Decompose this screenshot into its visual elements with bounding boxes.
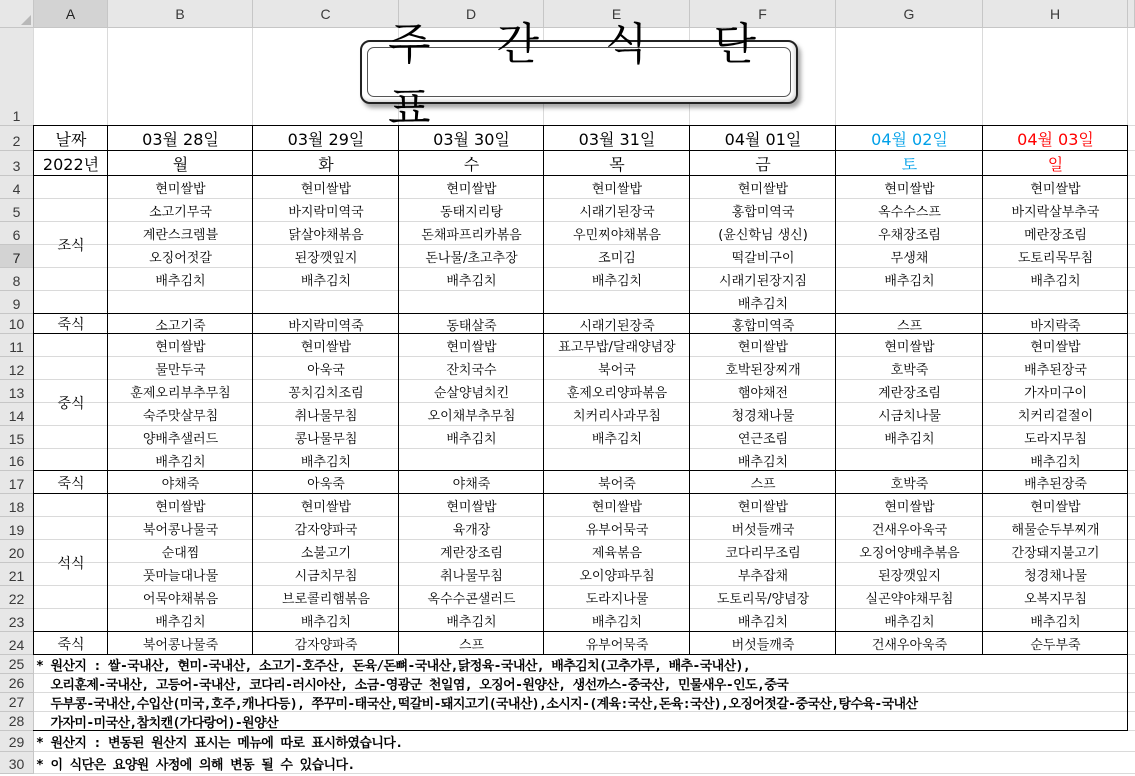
menu-cell[interactable]: 배추김치 — [446, 615, 497, 630]
column-header-a[interactable]: A — [34, 0, 108, 28]
row-header-8[interactable]: 8 — [0, 268, 34, 291]
menu-cell[interactable]: 배추김치 — [1030, 615, 1081, 630]
menu-cell[interactable]: 바지락미역국 — [288, 205, 364, 220]
menu-cell[interactable]: 현미쌀밥 — [884, 340, 935, 355]
menu-cell[interactable]: 배추김치 — [591, 615, 643, 630]
menu-cell[interactable]: 야채죽 — [452, 477, 491, 492]
menu-cell[interactable]: 배추김치 — [737, 615, 789, 630]
menu-cell[interactable]: 청경채나물 — [731, 409, 795, 424]
row-header-25[interactable]: 25 — [0, 655, 34, 674]
menu-cell[interactable] — [544, 291, 690, 314]
menu-cell[interactable]: 호박된장찌개 — [725, 363, 801, 378]
row-header-14[interactable]: 14 — [0, 403, 34, 426]
menu-cell[interactable]: 배추김치 — [155, 454, 206, 470]
row-header-7[interactable]: 7 — [0, 245, 34, 268]
row-header-12[interactable]: 12 — [0, 357, 34, 380]
menu-cell[interactable]: 배추김치 — [884, 432, 935, 447]
row-header-11[interactable]: 11 — [0, 334, 34, 357]
menu-cell[interactable]: 도라지나물 — [585, 592, 649, 607]
origin-note: * 이 식단은 요양원 사정에 의해 변동 될 수 있습니다. — [36, 757, 355, 773]
date-cell[interactable]: 04월 02일 — [871, 130, 948, 149]
menu-cell[interactable]: 시금치무침 — [294, 569, 358, 584]
menu-cell[interactable]: 배추김치 — [300, 615, 352, 630]
menu-cell[interactable]: 배추김치 — [591, 432, 643, 447]
menu-cell[interactable]: 떡갈비구이 — [731, 251, 795, 266]
menu-cell[interactable]: 무생채 — [890, 251, 929, 266]
row-header-1[interactable]: 1 — [0, 28, 34, 126]
menu-cell[interactable]: 소불고기 — [300, 546, 352, 561]
date-cell[interactable]: 03월 30일 — [433, 130, 510, 149]
menu-cell[interactable]: 잔치국수 — [446, 363, 497, 378]
menu-cell[interactable]: 건새우아욱죽 — [871, 638, 948, 653]
menu-cell[interactable]: 호박죽 — [890, 363, 929, 378]
menu-cell[interactable]: 스프 — [896, 318, 923, 334]
menu-cell[interactable]: 취나물무침 — [294, 409, 358, 424]
menu-cell[interactable]: 현미쌀밥 — [300, 340, 352, 355]
menu-cell[interactable]: 현미쌀밥 — [591, 182, 643, 197]
row-header-17[interactable]: 17 — [0, 471, 34, 494]
menu-cell[interactable]: 부추잡채 — [737, 569, 789, 584]
table-border-h — [33, 470, 1128, 471]
menu-cell[interactable]: 치커리사과무침 — [573, 409, 661, 424]
day-cell[interactable]: 토 — [901, 155, 918, 174]
row-header-19[interactable]: 19 — [0, 517, 34, 540]
row-header-23[interactable]: 23 — [0, 609, 34, 632]
table-border-v — [107, 126, 108, 655]
menu-cell[interactable]: 메란장조림 — [1024, 228, 1087, 243]
menu-cell[interactable]: 코다리무조림 — [725, 546, 801, 561]
menu-cell[interactable]: 현미쌀밥 — [1030, 340, 1081, 355]
menu-cell[interactable]: 현미쌀밥 — [446, 182, 497, 197]
row-header-16[interactable]: 16 — [0, 449, 34, 471]
menu-cell[interactable]: 조미김 — [598, 251, 636, 266]
date-cell[interactable]: 03월 28일 — [142, 130, 219, 149]
menu-cell[interactable]: 현미쌀밥 — [884, 182, 935, 197]
menu-cell[interactable] — [836, 449, 983, 471]
menu-cell[interactable]: 연근조림 — [737, 432, 789, 447]
column-header-d[interactable]: D — [399, 0, 544, 28]
menu-cell[interactable]: 북어국 — [598, 363, 636, 378]
column-header-e[interactable]: E — [544, 0, 690, 28]
menu-cell[interactable]: 배추김치 — [884, 615, 935, 630]
menu-cell[interactable]: 북어콩나물죽 — [142, 638, 219, 653]
row-header-22[interactable]: 22 — [0, 586, 34, 609]
menu-cell[interactable]: 취나물무침 — [440, 569, 503, 584]
menu-cell[interactable]: 아욱국 — [307, 363, 345, 378]
menu-cell[interactable]: 현미쌀밥 — [737, 500, 789, 515]
menu-cell[interactable]: 바지락미역죽 — [288, 318, 364, 334]
row-header-5[interactable]: 5 — [0, 199, 34, 222]
row-header-2[interactable]: 2 — [0, 126, 34, 151]
menu-cell[interactable]: 오이양파무침 — [579, 569, 655, 584]
row-header-20[interactable]: 20 — [0, 540, 34, 563]
meal-label-cell[interactable]: 석식 — [57, 556, 85, 572]
day-cell[interactable]: 수 — [463, 155, 480, 174]
menu-cell[interactable]: 제육볶음 — [591, 546, 643, 561]
menu-cell[interactable]: 소고기무국 — [149, 205, 212, 220]
origin-note: 두부콩-국내산,수입산(미국,호주,캐나다등), 쭈꾸미-태국산,떡갈비-돼지고기(국내산),소시지-(계육:국산,돈육:국산),오징어젓갈-중국산,탕수육-국내산 — [36, 697, 918, 712]
row-header-9[interactable]: 9 — [0, 291, 34, 314]
menu-cell[interactable]: 바지락죽 — [1030, 318, 1081, 334]
menu-cell[interactable]: 배추된장죽 — [1024, 477, 1087, 492]
menu-cell[interactable]: 가자미구이 — [1024, 386, 1087, 401]
menu-cell[interactable]: 현미쌀밥 — [591, 500, 643, 515]
day-cell[interactable]: 화 — [318, 155, 334, 174]
meal-label-cell[interactable]: 죽식 — [57, 475, 85, 492]
date-cell[interactable]: 03월 29일 — [287, 130, 365, 149]
menu-cell[interactable]: 옥수수스프 — [878, 205, 941, 220]
menu-cell[interactable]: 돈나물/초고추장 — [425, 251, 518, 266]
menu-cell[interactable]: 해물순두부찌개 — [1011, 523, 1100, 538]
menu-cell[interactable]: 유부어묵국 — [585, 523, 649, 538]
menu-cell[interactable]: 계란장조림 — [440, 546, 503, 561]
menu-cell[interactable]: 풋마늘대나물 — [142, 569, 219, 584]
menu-cell[interactable]: 배추김치 — [155, 615, 206, 630]
row-header-18[interactable]: 18 — [0, 494, 34, 517]
menu-cell[interactable]: 시래기된장죽 — [579, 318, 655, 334]
menu-cell[interactable]: 어묵야채볶음 — [142, 592, 219, 607]
menu-cell[interactable]: 스프 — [458, 638, 485, 653]
table-border-v — [252, 126, 253, 655]
menu-cell[interactable]: 호박죽 — [890, 477, 929, 492]
table-border-h — [33, 313, 1128, 314]
menu-cell[interactable]: 숙주맛살무침 — [142, 409, 219, 424]
table-border-v — [689, 126, 690, 655]
table-border-h — [33, 175, 1128, 176]
menu-cell[interactable]: 배추김치 — [1030, 454, 1081, 470]
day-cell[interactable]: 목 — [609, 155, 625, 174]
table-border-h — [33, 631, 1128, 632]
menu-cell[interactable]: 양배추샐러드 — [142, 432, 219, 447]
menu-cell[interactable]: 배추김치 — [300, 454, 352, 470]
origin-note: 가자미-미국산,참치캔(가다랑어)-원양산 — [36, 716, 278, 731]
menu-cell[interactable]: 계란스크렘블 — [142, 228, 219, 243]
date-cell[interactable]: 04월 03일 — [1017, 130, 1094, 149]
column-header-b[interactable]: B — [108, 0, 253, 28]
menu-cell[interactable]: 버섯들깨죽 — [731, 638, 795, 653]
table-border-h — [33, 333, 1128, 334]
menu-cell[interactable]: 홍합미역죽 — [731, 318, 795, 334]
menu-cell[interactable]: 감자양파죽 — [294, 638, 358, 653]
menu-cell[interactable]: 치커리겉절이 — [1017, 409, 1094, 424]
row-header-24[interactable]: 24 — [0, 632, 34, 655]
menu-cell[interactable]: 시래기된장지짐 — [719, 274, 807, 289]
menu-cell[interactable]: 간장돼지불고기 — [1011, 546, 1100, 561]
meal-label-cell[interactable]: 죽식 — [57, 317, 85, 333]
row-header-30[interactable]: 30 — [0, 752, 34, 774]
menu-cell[interactable] — [836, 291, 983, 314]
menu-cell[interactable]: 우민찌야채볶음 — [573, 228, 661, 243]
menu-cell[interactable]: 버섯들깨국 — [731, 523, 795, 538]
origin-note: 오리훈제-국내산, 고등어-국내산, 코다리-러시아산, 소금-영광군 천일염, 오징어-원양산, 생선까스-중국산, 민물새우-인도,중국 — [36, 678, 789, 693]
menu-cell[interactable]: 표고무밥/달래양념장 — [558, 340, 676, 355]
menu-cell[interactable]: 배추김치 — [737, 454, 789, 470]
menu-cell[interactable]: 오복지무침 — [1024, 592, 1087, 607]
menu-cell[interactable]: 훈제오리부추무침 — [130, 386, 231, 401]
day-cell[interactable]: 월 — [172, 155, 189, 174]
menu-cell[interactable]: 북어죽 — [598, 477, 636, 492]
menu-cell[interactable]: 동태살죽 — [446, 318, 497, 334]
menu-cell[interactable]: 감자양파국 — [294, 523, 358, 538]
table-border-h — [33, 150, 1128, 151]
row-header-10[interactable]: 10 — [0, 314, 34, 334]
menu-cell[interactable]: 현미쌀밥 — [737, 182, 789, 197]
menu-cell[interactable]: 육개장 — [452, 523, 491, 538]
page-title: 주 간 식 단 표 — [388, 19, 782, 134]
menu-cell[interactable]: 북어콩나물국 — [142, 523, 219, 538]
menu-cell[interactable]: 현미쌀밥 — [446, 500, 497, 515]
menu-cell[interactable]: 현미쌀밥 — [737, 340, 789, 355]
menu-cell[interactable]: 현미쌀밥 — [300, 500, 352, 515]
column-header-c[interactable]: C — [253, 0, 399, 28]
row-header-29[interactable]: 29 — [0, 731, 34, 752]
origin-note: * 원산지 : 변동된 원산지 표시는 메뉴에 따로 표시하였습니다. — [36, 736, 403, 751]
row-header-26[interactable]: 26 — [0, 674, 34, 693]
menu-cell[interactable]: 닭살야채볶음 — [288, 228, 364, 243]
row-header-21[interactable]: 21 — [0, 563, 34, 586]
menu-cell[interactable]: 현미쌀밥 — [884, 500, 935, 515]
row-header-13[interactable]: 13 — [0, 380, 34, 403]
menu-cell[interactable]: 순대찜 — [161, 546, 200, 561]
menu-cell[interactable]: 훈제오리양파볶음 — [566, 386, 668, 401]
meal-label-cell[interactable]: 죽식 — [57, 636, 85, 653]
menu-cell[interactable]: 시금치나물 — [878, 409, 941, 424]
menu-cell[interactable]: 도토리묵무침 — [1017, 251, 1094, 266]
menu-cell[interactable]: 현미쌀밥 — [1030, 500, 1081, 515]
column-header-h[interactable]: H — [983, 0, 1128, 28]
menu-cell[interactable]: 오징어양배추볶음 — [859, 546, 960, 561]
menu-cell[interactable]: 동태지리탕 — [440, 205, 503, 220]
column-header-f[interactable]: F — [690, 0, 836, 28]
menu-cell[interactable]: 순두부죽 — [1030, 638, 1081, 653]
menu-cell[interactable]: 현미쌀밥 — [446, 340, 497, 355]
menu-cell[interactable]: 배추김치 — [884, 274, 935, 289]
menu-cell[interactable]: 계란장조림 — [878, 386, 941, 401]
menu-cell[interactable] — [399, 449, 544, 471]
menu-cell[interactable]: 된장깻잎지 — [878, 569, 941, 584]
column-header-filler — [1128, 0, 1135, 28]
menu-cell[interactable]: 유부어묵죽 — [585, 638, 649, 653]
menu-cell[interactable]: (윤신학님 생신) — [718, 228, 808, 243]
menu-cell[interactable]: 꽁치김치조림 — [288, 386, 364, 401]
column-header-g[interactable]: G — [836, 0, 983, 28]
menu-cell[interactable]: 옥수수콘샐러드 — [427, 592, 516, 607]
row-header-3[interactable]: 3 — [0, 151, 34, 176]
row-header-28[interactable]: 28 — [0, 712, 34, 731]
menu-cell[interactable]: 도토리묵/양념장 — [716, 592, 810, 607]
meal-label-cell[interactable]: 조식 — [57, 238, 85, 254]
menu-cell[interactable]: 스프 — [750, 477, 776, 492]
menu-cell[interactable]: 햄야채전 — [737, 386, 789, 401]
year-label-cell[interactable]: 2022년 — [42, 155, 100, 174]
origin-note: * 원산지 : 쌀-국내산, 현미-국내산, 소고기-호주산, 돈육/돈뼈-국내산,닭정육-국내산, 배추김치(고추가루, 배추-국내산), — [36, 659, 751, 674]
table-border-v — [543, 126, 544, 655]
menu-cell[interactable]: 현미쌀밥 — [300, 182, 352, 197]
menu-cell[interactable]: 홍합미역국 — [731, 205, 795, 220]
menu-cell[interactable]: 오이채부추무침 — [427, 409, 516, 424]
table-border-v — [1127, 126, 1128, 655]
menu-cell[interactable]: 콩나물무침 — [294, 432, 358, 447]
menu-cell[interactable] — [253, 291, 399, 314]
table-border-h — [33, 493, 1128, 494]
menu-cell[interactable]: 바지락살부추국 — [1011, 205, 1100, 220]
title-box — [360, 19, 798, 134]
menu-cell[interactable]: 배추김치 — [1030, 274, 1081, 289]
menu-cell[interactable]: 순살양념치킨 — [433, 386, 510, 401]
menu-cell[interactable]: 배추김치 — [446, 432, 497, 447]
date-cell[interactable]: 04월 01일 — [724, 130, 802, 149]
notes-border-v — [1127, 655, 1128, 731]
row-header-27[interactable]: 27 — [0, 693, 34, 712]
menu-cell[interactable]: 배추김치 — [155, 274, 206, 289]
menu-cell[interactable]: 된장깻잎지 — [294, 251, 358, 266]
menu-cell[interactable]: 시래기된장국 — [579, 205, 655, 220]
menu-cell[interactable]: 아욱죽 — [307, 477, 345, 492]
menu-cell[interactable]: 우채장조림 — [878, 228, 941, 243]
row-header-6[interactable]: 6 — [0, 222, 34, 245]
menu-cell[interactable]: 물만두국 — [155, 363, 206, 378]
menu-cell[interactable]: 배추김치 — [737, 297, 789, 312]
menu-cell[interactable]: 브로콜리햄볶음 — [282, 592, 370, 607]
menu-cell[interactable]: 소고기죽 — [155, 318, 206, 334]
menu-cell[interactable] — [108, 291, 253, 314]
select-all-corner[interactable] — [0, 0, 34, 28]
table-border-v — [33, 126, 34, 655]
table-border-v — [835, 126, 836, 655]
date-cell[interactable]: 03월 31일 — [578, 130, 656, 149]
menu-cell[interactable]: 현미쌀밥 — [155, 182, 206, 197]
menu-cell[interactable] — [983, 291, 1128, 314]
menu-cell[interactable] — [544, 449, 690, 471]
day-cell[interactable]: 금 — [755, 155, 771, 174]
menu-cell[interactable]: 배추김치 — [446, 274, 497, 289]
menu-cell[interactable]: 청경채나물 — [1024, 569, 1087, 584]
table-border-v — [398, 126, 399, 655]
meal-label-cell[interactable]: 중식 — [57, 395, 85, 412]
menu-cell[interactable]: 건새우아욱국 — [871, 523, 948, 538]
menu-cell[interactable]: 배추된장국 — [1024, 363, 1087, 378]
menu-cell[interactable]: 현미쌀밥 — [1030, 182, 1081, 197]
menu-cell[interactable]: 배추김치 — [591, 274, 643, 289]
table-border-v — [982, 126, 983, 655]
menu-cell[interactable]: 실곤약야채무침 — [865, 592, 954, 607]
menu-cell[interactable]: 오징어젓갈 — [149, 251, 212, 266]
row-header-4[interactable]: 4 — [0, 176, 34, 199]
day-cell[interactable]: 일 — [1047, 155, 1064, 174]
menu-cell[interactable]: 현미쌀밥 — [155, 340, 206, 355]
menu-cell[interactable]: 도라지무침 — [1024, 432, 1087, 447]
date-label-cell[interactable]: 날짜 — [55, 130, 87, 149]
menu-cell[interactable]: 돈채파프리카볶음 — [421, 228, 522, 243]
menu-cell[interactable]: 배추김치 — [300, 274, 352, 289]
menu-cell[interactable] — [399, 291, 544, 314]
menu-cell[interactable]: 야채죽 — [161, 477, 200, 492]
row-header-15[interactable]: 15 — [0, 426, 34, 449]
menu-cell[interactable]: 현미쌀밥 — [155, 500, 206, 515]
